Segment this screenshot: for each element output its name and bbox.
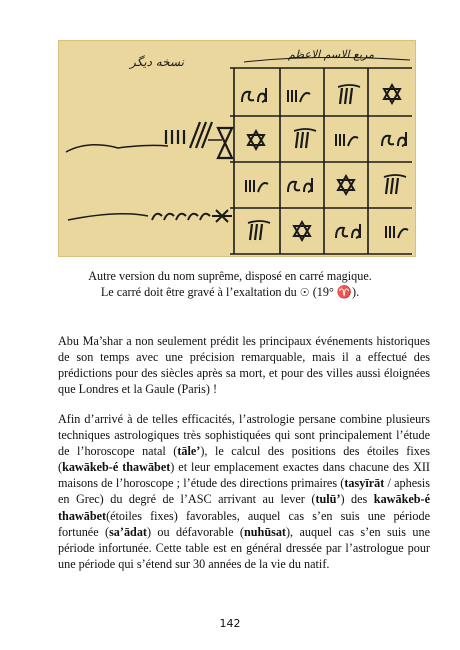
paragraph-2-text: ) et leur emplacement exactes dans chacune des XII maisons de l’horoscope ; l’étude des directions primaires ( [58,460,430,491]
caption-degree: (19° ♈). [312,285,360,299]
caption-line-2-prefix: Le carré doit être gravé à l’exaltation du [100,285,297,299]
term-tulu: tulū’ [315,492,341,507]
term-tale: tāle’ [177,444,201,459]
caption-line-2 [30,284,430,301]
paragraph-2-text: ) des [340,492,374,507]
manuscript-grid-heading-script: مربع الاسم الاعظم [288,48,374,61]
term-kawakeb: kawākeb-é thawābet [62,460,171,475]
paragraph-1: Abu Ma’shar a non seulement prédit les principaux événements historiques de son temps avec une précision remarquable, mais il a effectué des prédictions pour des siècles après sa mort, et pour des villes aussi éloignées que Londres et la Gaule (Paris) ! [58,334,430,397]
manuscript-heading-script: نسخه دیگر [130,55,184,69]
manuscript-image [58,40,416,257]
term-saadat: sa’ādat [109,524,147,539]
term-nuhusat: nuhūsat [243,524,286,539]
term-tasyirat: tasyīrāt [344,476,385,491]
caption-line-1: Autre version du nom suprême, disposé en carré magique. [88,269,372,283]
page-number: 142 [219,617,241,630]
sun-symbol: ☉ [299,286,310,299]
paragraph-2 [58,411,430,572]
paragraph-2-text: ), auquel cas s’en suis une période infortunée. Cette table est en général dressée par l’astrologue pour une période qui s’étend sur 30 années de la vie du natif. [58,524,430,571]
manuscript-script-line-1 [66,122,232,158]
paragraph-2-text: / aphesis en Grec) du degré de l’ASC arrivant au lever ( [58,476,430,507]
manuscript-script-line-2 [68,210,232,222]
paragraph-2-text: ), le calcul des positions des étoiles fixes ( [58,444,431,475]
figure-caption [30,268,430,301]
paragraph-2-text: ) ou défavorable ( [146,524,244,539]
term-kawakeb-2: kawākeb-é thawābet [58,492,430,523]
paragraph-2-text: (étoiles fixes) favorables, auquel cas s’en suis une période fortunée ( [58,508,430,539]
paragraph-2-text: Afin d’arrivé à de telles efficacités, l’astrologie persane combine plusieurs techniques astrologiques très sophistiquées qui sont principalement l’étude de l’horoscope natal ( [58,412,430,459]
